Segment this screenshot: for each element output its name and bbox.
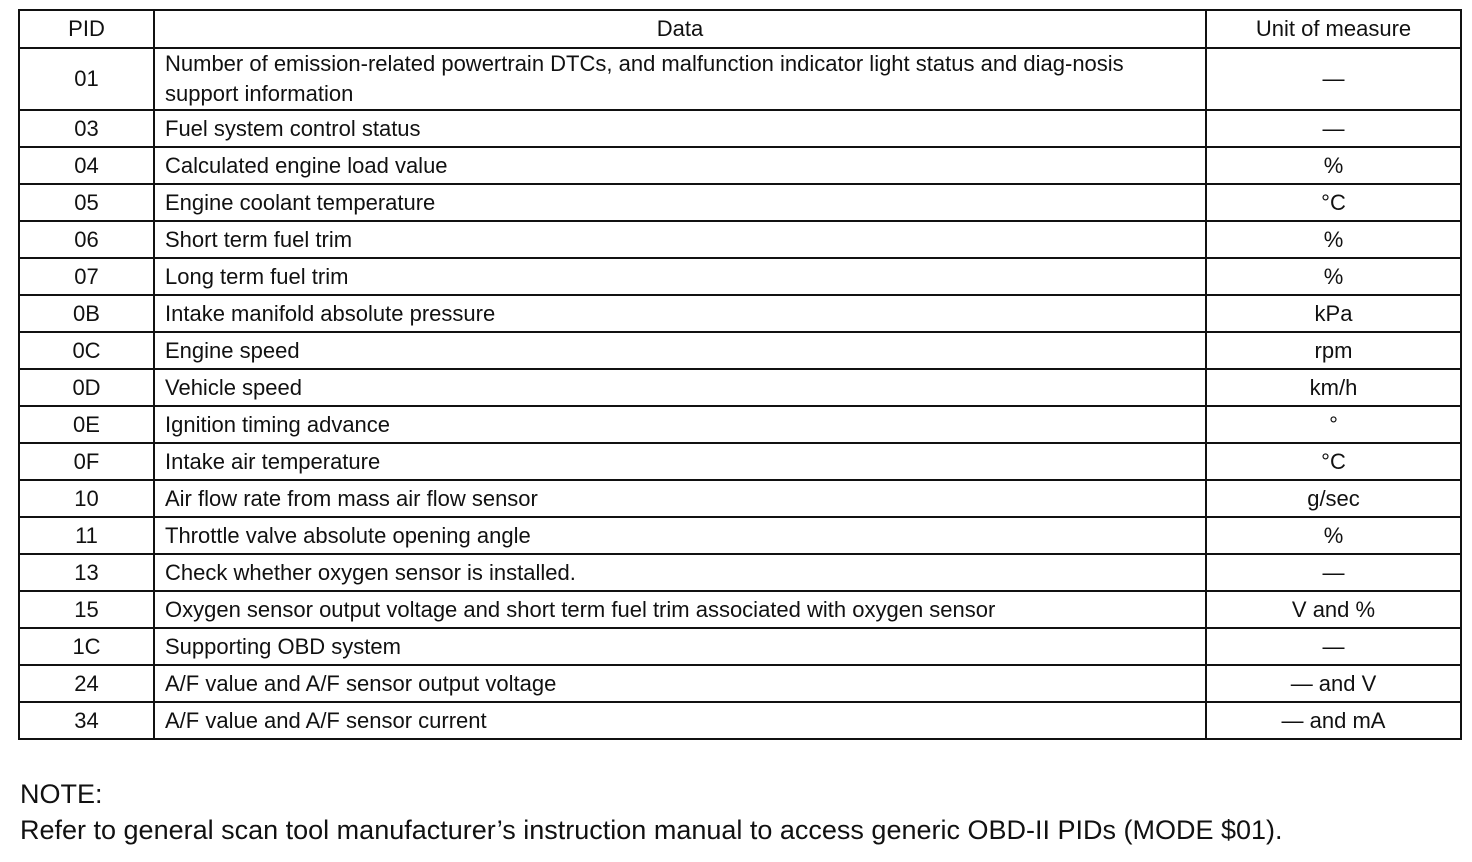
table-row [19, 184, 1461, 221]
pid-cell: 07 [19, 258, 154, 295]
data-cell: Engine speed [154, 332, 1206, 369]
data-column-header: Data [154, 10, 1206, 48]
note-text: Refer to general scan tool manufacturer’s instruction manual to access generic OBD-II PIDs (MODE $01). [20, 815, 1283, 845]
unit-cell: rpm [1206, 332, 1461, 369]
unit-cell: km/h [1206, 369, 1461, 406]
table-row [19, 591, 1461, 628]
unit-cell: V and % [1206, 591, 1461, 628]
unit-cell: — [1206, 110, 1461, 147]
pid-cell: 15 [19, 591, 154, 628]
pid-cell: 06 [19, 221, 154, 258]
table-row [19, 517, 1461, 554]
note-label: NOTE: [20, 779, 103, 809]
table-row [19, 443, 1461, 480]
pid-cell: 0E [19, 406, 154, 443]
unit-cell: — and mA [1206, 702, 1461, 739]
table-row [19, 295, 1461, 332]
unit-cell: °C [1206, 184, 1461, 221]
pid-table [18, 9, 1462, 740]
data-cell: Long term fuel trim [154, 258, 1206, 295]
table-row [19, 147, 1461, 184]
table-row [19, 665, 1461, 702]
table-row [19, 369, 1461, 406]
data-cell: Ignition timing advance [154, 406, 1206, 443]
table-row [19, 628, 1461, 665]
unit-cell: kPa [1206, 295, 1461, 332]
unit-column-header: Unit of measure [1206, 10, 1461, 48]
unit-cell: g/sec [1206, 480, 1461, 517]
data-cell: Throttle valve absolute opening angle [154, 517, 1206, 554]
unit-cell: % [1206, 147, 1461, 184]
unit-cell: — [1206, 628, 1461, 665]
pid-cell: 0B [19, 295, 154, 332]
pid-cell: 04 [19, 147, 154, 184]
table-row [19, 554, 1461, 591]
pid-column-header: PID [19, 10, 154, 48]
pid-cell: 05 [19, 184, 154, 221]
table-row [19, 480, 1461, 517]
pid-cell: 10 [19, 480, 154, 517]
pid-cell: 0C [19, 332, 154, 369]
unit-cell: — and V [1206, 665, 1461, 702]
unit-cell: ° [1206, 406, 1461, 443]
data-cell: Engine coolant temperature [154, 184, 1206, 221]
data-cell: Vehicle speed [154, 369, 1206, 406]
pid-cell: 01 [19, 48, 154, 110]
data-cell: Supporting OBD system [154, 628, 1206, 665]
table-row [19, 332, 1461, 369]
pid-cell: 13 [19, 554, 154, 591]
table-row [19, 221, 1461, 258]
unit-cell: — [1206, 554, 1461, 591]
table-row [19, 48, 1461, 110]
table-row [19, 258, 1461, 295]
data-cell: Fuel system control status [154, 110, 1206, 147]
data-cell: Intake manifold absolute pressure [154, 295, 1206, 332]
unit-cell: — [1206, 48, 1461, 110]
pid-cell: 03 [19, 110, 154, 147]
unit-cell: °C [1206, 443, 1461, 480]
unit-cell: % [1206, 221, 1461, 258]
unit-cell: % [1206, 517, 1461, 554]
data-cell: Calculated engine load value [154, 147, 1206, 184]
pid-cell: 0D [19, 369, 154, 406]
pid-cell: 24 [19, 665, 154, 702]
pid-cell: 0F [19, 443, 154, 480]
table-row [19, 406, 1461, 443]
data-cell: Intake air temperature [154, 443, 1206, 480]
data-cell: Oxygen sensor output voltage and short term fuel trim associated with oxygen sensor [154, 591, 1206, 628]
note-block [20, 776, 1283, 848]
data-cell: Number of emission-related powertrain DTCs, and malfunction indicator light status and diag-nosis support information [154, 48, 1206, 110]
pid-cell: 1C [19, 628, 154, 665]
table-row [19, 702, 1461, 739]
table-header-row [19, 10, 1461, 48]
data-cell: Air flow rate from mass air flow sensor [154, 480, 1206, 517]
table-row [19, 110, 1461, 147]
data-cell: Short term fuel trim [154, 221, 1206, 258]
unit-cell: % [1206, 258, 1461, 295]
data-cell: A/F value and A/F sensor current [154, 702, 1206, 739]
pid-cell: 34 [19, 702, 154, 739]
data-cell: Check whether oxygen sensor is installed. [154, 554, 1206, 591]
data-cell: A/F value and A/F sensor output voltage [154, 665, 1206, 702]
pid-cell: 11 [19, 517, 154, 554]
